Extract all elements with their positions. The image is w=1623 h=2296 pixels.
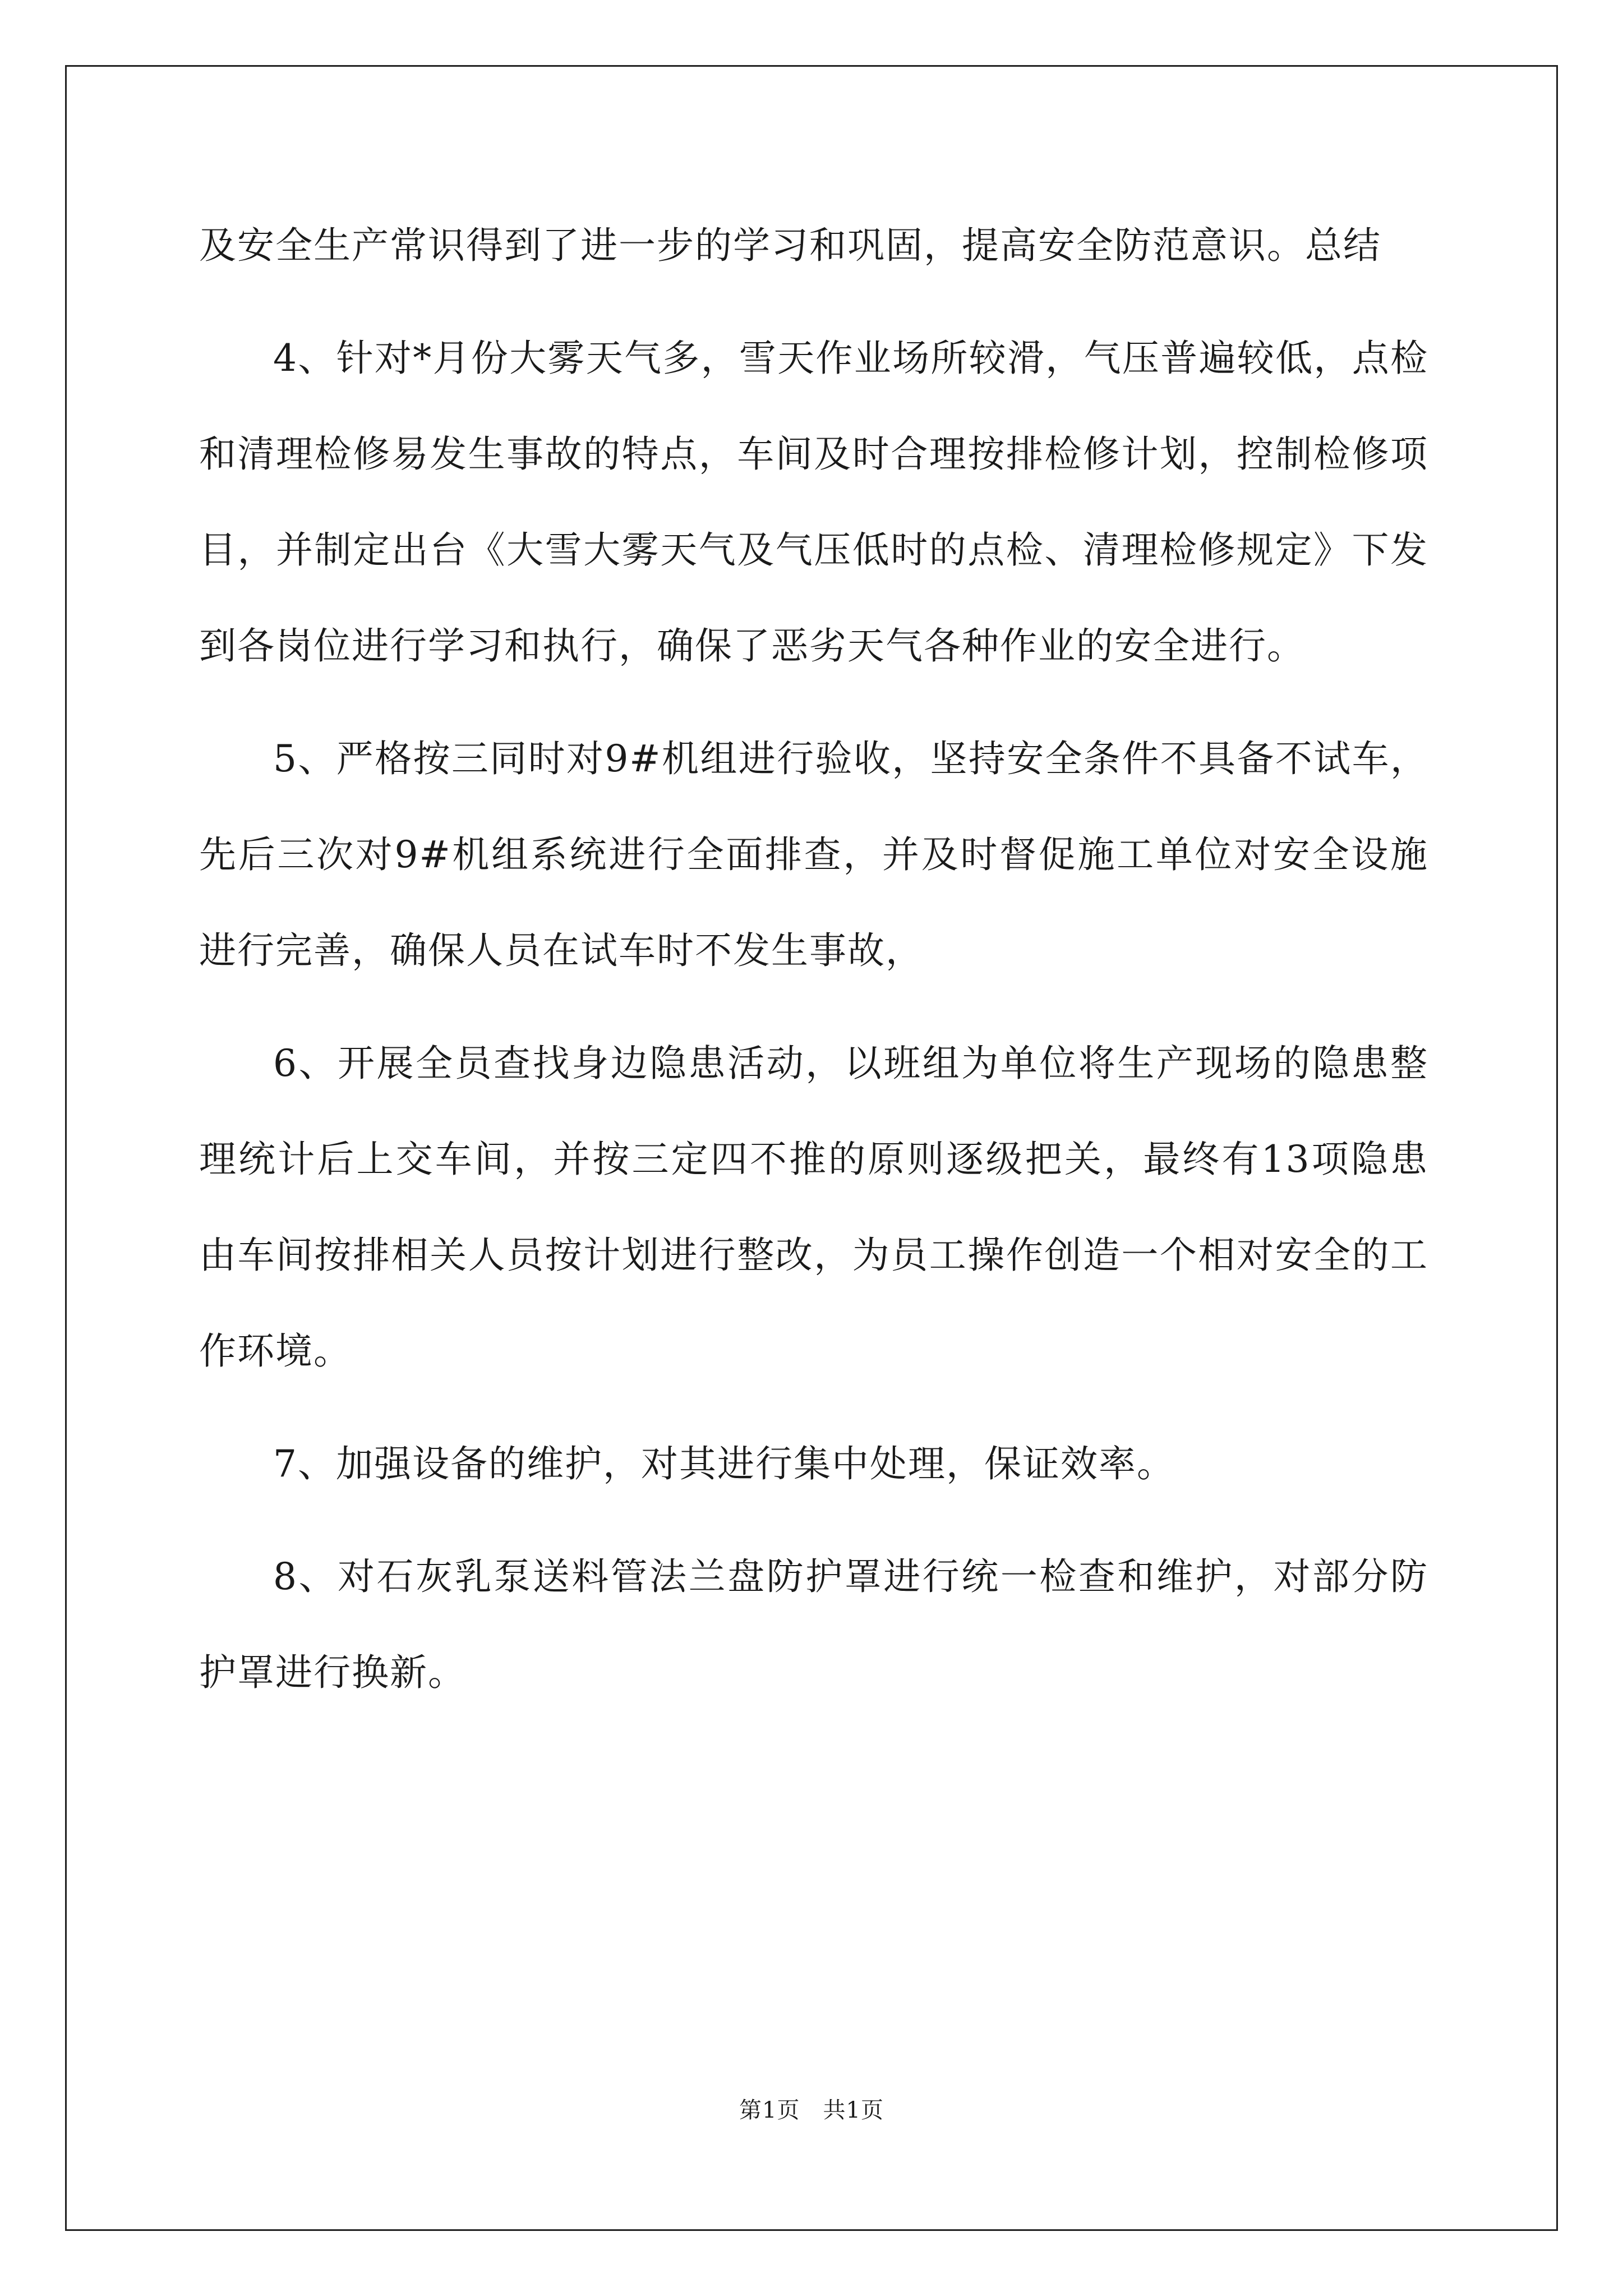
paragraph-item-4: 4、针对*月份大雾天气多，雪天作业场所较滑，气压普遍较低，点检和清理检修易发生事故的特点，车间及时合理按排检修计划，控制检修项目，并制定出台《大雪大雾天气及气压低时的点检、清理检修规定》下发到各岗位进行学习和执行，确保了恶劣天气各种作业的安全进行。: [199, 337, 1428, 668]
paragraph-item-8: 8、对石灰乳泵送料管法兰盘防护罩进行统一检查和维护，对部分防护罩进行换新。: [199, 1555, 1428, 1694]
page-number-footer: 第1页 共1页: [739, 2097, 884, 2123]
paragraph-continuation: 及安全生产常识得到了进一步的学习和巩固，提高安全防范意识。总结: [199, 224, 1381, 267]
paragraph-item-7: 7、加强设备的维护，对其进行集中处理，保证效率。: [273, 1442, 1175, 1485]
paragraph-item-6: 6、开展全员查找身边隐患活动，以班组为单位将生产现场的隐患整理统计后上交车间，并按三定四不推的原则逐级把关，最终有13项隐患由车间按排相关人员按计划进行整改，为员工操作创造一个相对安全的工作环境。: [199, 1042, 1428, 1373]
paragraph-item-5: 5、严格按三同时对9#机组进行验收，坚持安全条件不具备不试车，先后三次对9#机组系统进行全面排查，并及时督促施工单位对安全设施进行完善，确保人员在试车时不发生事故，: [199, 737, 1428, 972]
document-body: [199, 197, 1428, 1737]
